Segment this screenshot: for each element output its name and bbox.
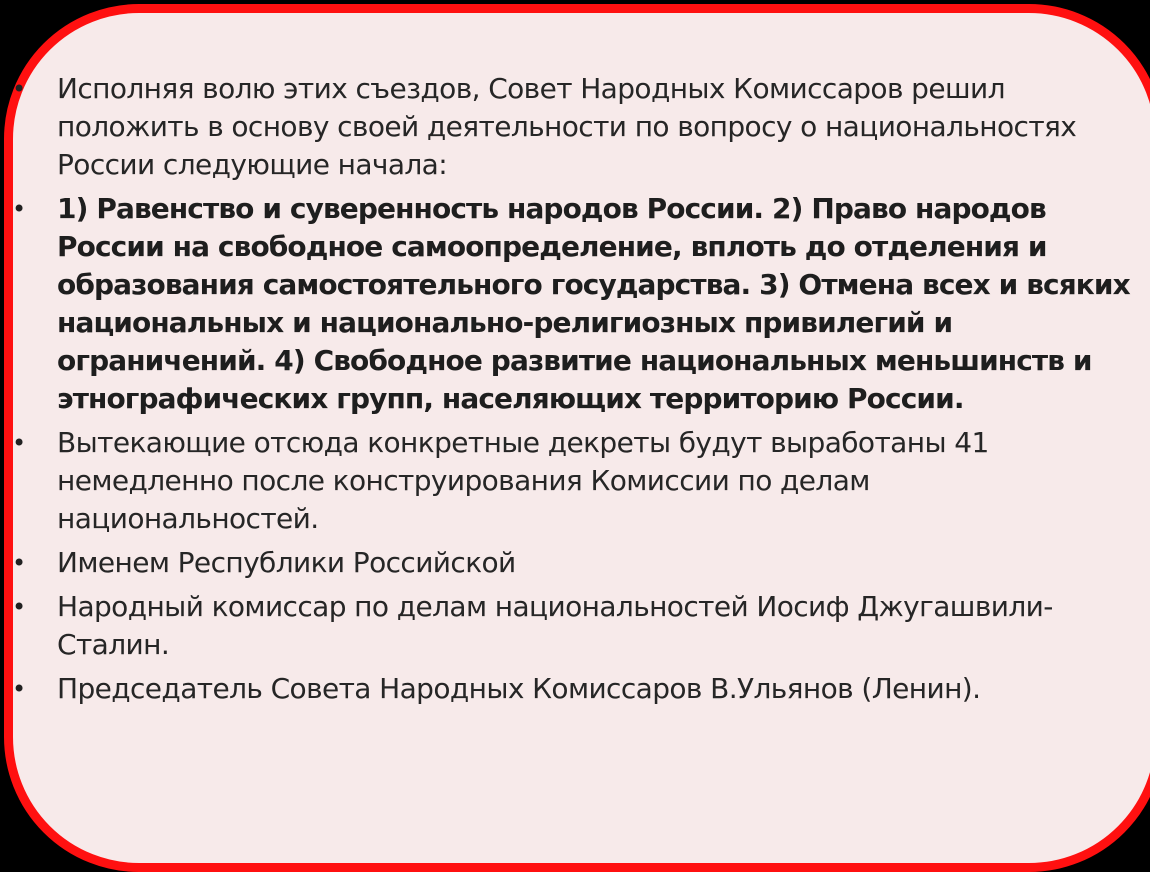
- bullet-item-republic: [0, 544, 1150, 582]
- bullet-text: Председатель Совета Народных Комиссаров В.Ульянов (Ленин).: [57, 672, 981, 705]
- bullet-item-chairman: [0, 670, 1150, 708]
- bullet-text: Народный комиссар по делам национальностей Иосиф Джугашвили-Сталин.: [57, 590, 1053, 661]
- bullet-dot-icon: •: [12, 675, 26, 703]
- bullet-text: Именем Республики Российской: [57, 546, 516, 579]
- bullet-item-resolution: [0, 70, 1150, 184]
- bullet-text: Исполняя волю этих съездов, Совет Народных Комиссаров решил положить в основу своей деятельности по вопросу о национальностях России следующие начала:: [57, 72, 1077, 181]
- bullet-dot-icon: •: [12, 195, 26, 223]
- bullet-item-decrees: [0, 424, 1150, 538]
- bullet-dot-icon: •: [12, 593, 26, 621]
- bullet-dot-icon: •: [12, 429, 26, 457]
- bullet-text: 1) Равенство и суверенность народов России. 2) Право народов России на свободное самоопределение, вплоть до отделения и образования самостоятельного государства. 3) Отмена всех и всяких национальных и национально-религиозных привилегий и ограничений. 4) Свободное развитие национальных меньшинств и этнографических групп, населяющих территорию России.: [57, 192, 1130, 415]
- bullet-list: [0, 70, 1150, 714]
- bullet-item-principles: [0, 190, 1150, 418]
- bullet-item-commissar: [0, 588, 1150, 664]
- bullet-dot-icon: •: [12, 549, 26, 577]
- bullet-text: Вытекающие отсюда конкретные декреты будут выработаны 41 немедленно после конструирования Комиссии по делам национальностей.: [57, 426, 989, 535]
- bullet-dot-icon: •: [12, 75, 26, 103]
